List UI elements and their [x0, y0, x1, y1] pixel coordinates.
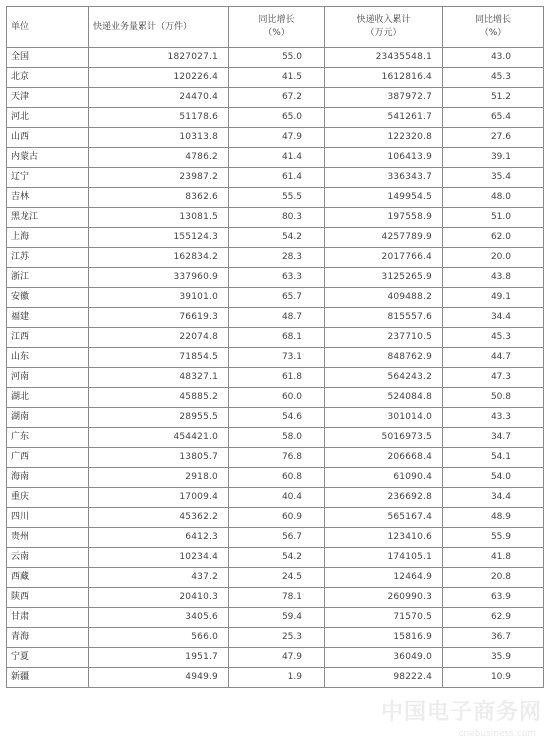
table-row — [7, 368, 544, 388]
cell-revenue-growth: 36.7 — [443, 628, 544, 648]
cell-revenue-growth: 20.8 — [443, 568, 544, 588]
cell-volume-growth: 54.2 — [229, 548, 325, 568]
cell-region: 天津 — [7, 88, 89, 108]
cell-revenue-growth: 49.1 — [443, 288, 544, 308]
cell-volume-growth: 40.4 — [229, 488, 325, 508]
cell-volume-growth: 65.0 — [229, 108, 325, 128]
cell-revenue-growth: 39.1 — [443, 148, 544, 168]
cell-volume-growth: 41.4 — [229, 148, 325, 168]
table-row — [7, 668, 544, 688]
table-row — [7, 428, 544, 448]
cell-revenue-growth: 51.0 — [443, 208, 544, 228]
cell-region: 河北 — [7, 108, 89, 128]
cell-region: 河南 — [7, 368, 89, 388]
cell-volume-growth: 25.3 — [229, 628, 325, 648]
cell-volume-growth: 1.9 — [229, 668, 325, 688]
cell-revenue-growth: 41.8 — [443, 548, 544, 568]
cell-region: 福建 — [7, 308, 89, 328]
table-row — [7, 588, 544, 608]
cell-volume-growth: 60.9 — [229, 508, 325, 528]
cell-volume-growth: 54.2 — [229, 228, 325, 248]
cell-region: 辽宁 — [7, 168, 89, 188]
cell-revenue-growth: 34.7 — [443, 428, 544, 448]
cell-revenue: 564243.2 — [325, 368, 443, 388]
cell-volume-growth: 60.8 — [229, 468, 325, 488]
cell-region: 四川 — [7, 508, 89, 528]
table-row — [7, 608, 544, 628]
cell-region: 湖南 — [7, 408, 89, 428]
cell-revenue: 3125265.9 — [325, 268, 443, 288]
header-revenue-growth-unit: （%） — [479, 28, 507, 38]
cell-revenue-growth: 51.2 — [443, 88, 544, 108]
cell-volume: 22074.8 — [89, 328, 229, 348]
cell-revenue: 206668.4 — [325, 448, 443, 468]
cell-revenue-growth: 35.9 — [443, 648, 544, 668]
table-row — [7, 628, 544, 648]
cell-revenue: 237710.5 — [325, 328, 443, 348]
cell-volume-growth: 68.1 — [229, 328, 325, 348]
cell-region: 吉林 — [7, 188, 89, 208]
cell-region: 浙江 — [7, 268, 89, 288]
cell-region: 山东 — [7, 348, 89, 368]
cell-volume-growth: 59.4 — [229, 608, 325, 628]
cell-region: 全国 — [7, 48, 89, 68]
cell-revenue: 36049.0 — [325, 648, 443, 668]
cell-volume: 39101.0 — [89, 288, 229, 308]
cell-volume: 45362.2 — [89, 508, 229, 528]
cell-revenue: 4257789.9 — [325, 228, 443, 248]
cell-revenue-growth: 48.0 — [443, 188, 544, 208]
cell-volume-growth: 61.8 — [229, 368, 325, 388]
cell-revenue-growth: 50.8 — [443, 388, 544, 408]
table-row — [7, 388, 544, 408]
table-row — [7, 48, 544, 68]
table-row — [7, 448, 544, 468]
site-watermark — [362, 695, 542, 739]
cell-revenue: 122320.8 — [325, 128, 443, 148]
cell-volume-growth: 63.3 — [229, 268, 325, 288]
cell-revenue-growth: 20.0 — [443, 248, 544, 268]
cell-revenue: 98222.4 — [325, 668, 443, 688]
table-row — [7, 148, 544, 168]
cell-revenue-growth: 43.8 — [443, 268, 544, 288]
cell-volume: 1827027.1 — [89, 48, 229, 68]
header-volume: 快递业务量累计（万件） — [89, 7, 229, 48]
cell-region: 广东 — [7, 428, 89, 448]
table-row — [7, 648, 544, 668]
table-row — [7, 68, 544, 88]
cell-revenue-growth: 62.0 — [443, 228, 544, 248]
table-header-row — [7, 7, 544, 48]
cell-revenue: 15816.9 — [325, 628, 443, 648]
cell-region: 湖北 — [7, 388, 89, 408]
cell-revenue: 301014.0 — [325, 408, 443, 428]
table-row — [7, 528, 544, 548]
cell-volume-growth: 48.7 — [229, 308, 325, 328]
cell-volume: 4786.2 — [89, 148, 229, 168]
table-row — [7, 548, 544, 568]
cell-volume: 3405.6 — [89, 608, 229, 628]
cell-volume-growth: 73.1 — [229, 348, 325, 368]
watermark-text: 中国电子商务网 — [380, 700, 542, 725]
cell-volume-growth: 60.0 — [229, 388, 325, 408]
cell-region: 云南 — [7, 548, 89, 568]
table-row — [7, 468, 544, 488]
cell-region: 北京 — [7, 68, 89, 88]
table-row — [7, 268, 544, 288]
cell-revenue-growth: 27.6 — [443, 128, 544, 148]
cell-revenue-growth: 43.3 — [443, 408, 544, 428]
cell-revenue: 149954.5 — [325, 188, 443, 208]
cell-volume: 13805.7 — [89, 448, 229, 468]
cell-revenue-growth: 44.7 — [443, 348, 544, 368]
cell-volume: 8362.6 — [89, 188, 229, 208]
cell-revenue: 565167.4 — [325, 508, 443, 528]
cell-volume-growth: 58.0 — [229, 428, 325, 448]
cell-volume: 2918.0 — [89, 468, 229, 488]
header-volume-growth-unit: （%） — [263, 28, 290, 38]
cell-region: 海南 — [7, 468, 89, 488]
cell-region: 重庆 — [7, 488, 89, 508]
cell-revenue-growth: 55.9 — [443, 528, 544, 548]
cell-volume-growth: 47.9 — [229, 128, 325, 148]
table-row — [7, 128, 544, 148]
cell-volume: 48327.1 — [89, 368, 229, 388]
cell-volume: 13081.5 — [89, 208, 229, 228]
express-stats-table — [6, 6, 544, 688]
cell-volume-growth: 61.4 — [229, 168, 325, 188]
cell-volume-growth: 76.8 — [229, 448, 325, 468]
cell-volume: 24470.4 — [89, 88, 229, 108]
cell-revenue-growth: 45.3 — [443, 328, 544, 348]
table-row — [7, 348, 544, 368]
table-row — [7, 408, 544, 428]
cell-volume: 566.0 — [89, 628, 229, 648]
cell-revenue-growth: 54.0 — [443, 468, 544, 488]
cell-volume-growth: 78.1 — [229, 588, 325, 608]
cell-volume-growth: 55.0 — [229, 48, 325, 68]
table-row — [7, 308, 544, 328]
cell-region: 广西 — [7, 448, 89, 468]
cell-revenue: 23435548.1 — [325, 48, 443, 68]
cell-region: 内蒙古 — [7, 148, 89, 168]
cell-region: 贵州 — [7, 528, 89, 548]
cell-revenue-growth: 65.4 — [443, 108, 544, 128]
cell-revenue: 61090.4 — [325, 468, 443, 488]
cell-revenue-growth: 62.9 — [443, 608, 544, 628]
cell-revenue: 848762.9 — [325, 348, 443, 368]
cell-revenue-growth: 34.4 — [443, 488, 544, 508]
cell-volume-growth: 55.5 — [229, 188, 325, 208]
cell-region: 宁夏 — [7, 648, 89, 668]
cell-volume-growth: 54.6 — [229, 408, 325, 428]
cell-volume-growth: 41.5 — [229, 68, 325, 88]
cell-revenue-growth: 35.4 — [443, 168, 544, 188]
cell-region: 青海 — [7, 628, 89, 648]
cell-volume-growth: 24.5 — [229, 568, 325, 588]
cell-revenue: 5016973.5 — [325, 428, 443, 448]
table-row — [7, 328, 544, 348]
header-region: 单位 — [7, 7, 89, 48]
cell-revenue: 524084.8 — [325, 388, 443, 408]
cell-volume: 162834.2 — [89, 248, 229, 268]
cell-volume: 23987.2 — [89, 168, 229, 188]
cell-region: 安徽 — [7, 288, 89, 308]
cell-region: 新疆 — [7, 668, 89, 688]
cell-revenue-growth: 34.4 — [443, 308, 544, 328]
cell-revenue: 260990.3 — [325, 588, 443, 608]
cell-revenue-growth: 54.1 — [443, 448, 544, 468]
cell-revenue: 409488.2 — [325, 288, 443, 308]
cell-revenue: 106413.9 — [325, 148, 443, 168]
table-row — [7, 168, 544, 188]
cell-volume: 20410.3 — [89, 588, 229, 608]
cell-revenue-growth: 43.0 — [443, 48, 544, 68]
cell-revenue-growth: 47.3 — [443, 368, 544, 388]
cell-volume-growth: 28.3 — [229, 248, 325, 268]
cell-volume: 10313.8 — [89, 128, 229, 148]
cell-region: 上海 — [7, 228, 89, 248]
cell-revenue: 123410.6 — [325, 528, 443, 548]
cell-revenue-growth: 45.3 — [443, 68, 544, 88]
table-body — [7, 48, 544, 688]
cell-revenue: 387972.7 — [325, 88, 443, 108]
cell-revenue: 1612816.4 — [325, 68, 443, 88]
cell-volume: 17009.4 — [89, 488, 229, 508]
cell-revenue-growth: 63.9 — [443, 588, 544, 608]
cell-volume: 4949.9 — [89, 668, 229, 688]
table-row — [7, 508, 544, 528]
header-revenue — [325, 7, 443, 48]
cell-volume: 155124.3 — [89, 228, 229, 248]
cell-region: 江苏 — [7, 248, 89, 268]
cell-revenue: 174105.1 — [325, 548, 443, 568]
express-stats-table-container — [6, 6, 543, 688]
cell-volume: 1951.7 — [89, 648, 229, 668]
header-revenue-title: 快递收入累计 — [356, 15, 411, 25]
cell-volume: 45885.2 — [89, 388, 229, 408]
header-revenue-growth-title: 同比增长 — [474, 15, 511, 25]
cell-region: 西藏 — [7, 568, 89, 588]
cell-volume: 71854.5 — [89, 348, 229, 368]
table-row — [7, 88, 544, 108]
cell-region: 山西 — [7, 128, 89, 148]
cell-region: 甘肃 — [7, 608, 89, 628]
header-revenue-growth — [443, 7, 544, 48]
cell-volume-growth: 47.9 — [229, 648, 325, 668]
cell-revenue: 336343.7 — [325, 168, 443, 188]
cell-revenue: 541261.7 — [325, 108, 443, 128]
cell-revenue-growth: 10.9 — [443, 668, 544, 688]
table-row — [7, 248, 544, 268]
header-volume-growth-title: 同比增长 — [258, 15, 295, 25]
cell-volume-growth: 67.2 — [229, 88, 325, 108]
table-row — [7, 228, 544, 248]
watermark-subtext: cnebusiness.com — [458, 729, 536, 739]
table-row — [7, 108, 544, 128]
cell-region: 黑龙江 — [7, 208, 89, 228]
cell-volume: 337960.9 — [89, 268, 229, 288]
cell-revenue: 12464.9 — [325, 568, 443, 588]
header-revenue-unit: （万元） — [365, 28, 402, 38]
cell-revenue: 236692.8 — [325, 488, 443, 508]
cell-volume: 76619.3 — [89, 308, 229, 328]
cell-region: 陕西 — [7, 588, 89, 608]
cell-volume-growth: 56.7 — [229, 528, 325, 548]
table-row — [7, 188, 544, 208]
cell-revenue: 71570.5 — [325, 608, 443, 628]
cell-volume: 10234.4 — [89, 548, 229, 568]
table-row — [7, 288, 544, 308]
cell-region: 江西 — [7, 328, 89, 348]
cell-revenue: 815557.6 — [325, 308, 443, 328]
cell-volume: 437.2 — [89, 568, 229, 588]
table-row — [7, 488, 544, 508]
cell-volume: 454421.0 — [89, 428, 229, 448]
cell-revenue: 2017766.4 — [325, 248, 443, 268]
cell-volume: 28955.5 — [89, 408, 229, 428]
cell-volume: 120226.4 — [89, 68, 229, 88]
table-row — [7, 568, 544, 588]
cell-volume-growth: 65.7 — [229, 288, 325, 308]
cell-revenue-growth: 48.9 — [443, 508, 544, 528]
cell-volume-growth: 80.3 — [229, 208, 325, 228]
cell-revenue: 197558.9 — [325, 208, 443, 228]
header-volume-growth — [229, 7, 325, 48]
cell-volume: 6412.3 — [89, 528, 229, 548]
cell-volume: 51178.6 — [89, 108, 229, 128]
table-row — [7, 208, 544, 228]
